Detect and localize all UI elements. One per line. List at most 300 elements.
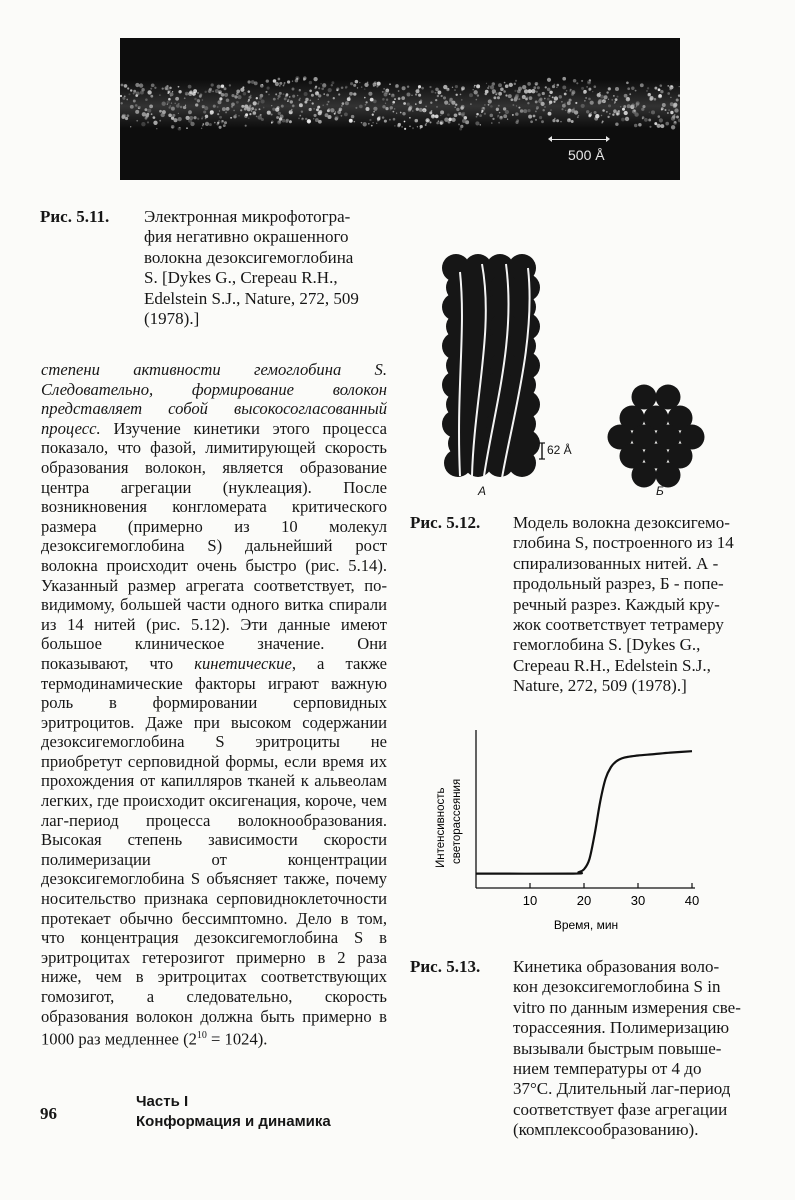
speckle-dot	[357, 87, 358, 88]
speckle-dot	[573, 79, 577, 83]
speckle-dot	[159, 120, 161, 122]
speckle-dot	[456, 108, 459, 111]
speckle-dot	[392, 104, 393, 105]
speckle-dot	[439, 120, 443, 124]
speckle-dot	[603, 101, 605, 103]
speckle-dot	[517, 90, 521, 94]
speckle-dot	[135, 104, 138, 107]
speckle-dot	[544, 106, 546, 108]
speckle-dot	[514, 83, 516, 85]
speckle-dot	[251, 107, 254, 110]
speckle-dot	[594, 111, 597, 114]
speckle-dot	[461, 99, 462, 100]
caption-line: (комплексообразованию).	[513, 1120, 699, 1140]
speckle-dot	[279, 92, 282, 95]
speckle-dot	[423, 110, 425, 112]
speckle-dot	[528, 115, 532, 119]
speckle-dot	[225, 111, 227, 113]
speckle-dot	[283, 85, 285, 87]
speckle-dot	[498, 83, 502, 87]
speckle-dot	[569, 99, 572, 102]
speckle-dot	[271, 113, 273, 115]
speckle-dot	[298, 117, 300, 119]
speckle-dot	[400, 112, 402, 114]
speckle-dot	[476, 99, 478, 101]
speckle-dot	[124, 84, 128, 88]
speckle-dot	[658, 94, 662, 98]
speckle-dot	[253, 101, 257, 105]
speckle-dot	[279, 117, 282, 120]
speckle-dot	[440, 95, 442, 97]
speckle-dot	[505, 84, 509, 88]
speckle-dot	[429, 111, 432, 114]
speckle-dot	[604, 95, 608, 99]
speckle-dot	[279, 85, 281, 87]
speckle-dot	[282, 119, 286, 123]
speckle-dot	[488, 85, 489, 86]
x-tick-label: 10	[522, 893, 538, 908]
speckle-dot	[299, 98, 301, 100]
speckle-dot	[248, 90, 251, 93]
speckle-dot	[503, 114, 507, 118]
x-tick-label: 20	[576, 893, 592, 908]
speckle-dot	[325, 113, 329, 117]
speckle-dot	[631, 103, 635, 107]
speckle-dot	[498, 92, 502, 96]
speckle-dot	[204, 91, 206, 93]
body-end: = 1024).	[206, 1029, 268, 1049]
speckle-dot	[401, 126, 403, 128]
speckle-dot	[313, 108, 314, 109]
caption-line: глобина S, построенного из 14	[513, 533, 734, 553]
figure-5-13-chart	[430, 720, 730, 940]
speckle-dot	[462, 119, 466, 123]
speckle-dot	[660, 84, 663, 87]
speckle-dot	[236, 101, 239, 104]
speckle-dot	[455, 85, 458, 88]
speckle-dot	[443, 85, 447, 89]
speckle-dot	[436, 106, 438, 108]
speckle-dot	[448, 104, 449, 105]
speckle-dot	[636, 103, 639, 106]
speckle-dot	[382, 98, 385, 101]
speckle-dot	[480, 124, 481, 125]
speckle-dot	[200, 94, 203, 97]
speckle-dot	[161, 113, 165, 117]
speckle-dot	[368, 92, 372, 96]
speckle-dot	[557, 84, 560, 87]
speckle-dot	[407, 85, 409, 87]
speckle-dot	[301, 118, 304, 121]
speckle-dot	[591, 112, 592, 113]
tetramer-circle	[632, 463, 657, 488]
speckle-dot	[437, 95, 439, 97]
speckle-dot	[190, 122, 194, 126]
fiber-model-svg	[420, 240, 740, 500]
speckle-dot	[414, 119, 418, 123]
speckle-dot	[668, 109, 670, 111]
speckle-dot	[673, 121, 677, 125]
speckle-dot	[328, 88, 332, 92]
speckle-dot	[615, 87, 619, 91]
speckle-dot	[205, 122, 209, 126]
speckle-dot	[248, 106, 251, 109]
speckle-dot	[284, 97, 287, 100]
caption-line: S. [Dykes G., Crepeau R.H.,	[144, 268, 338, 288]
caption-line: гемоглобина S. [Dykes G.,	[513, 635, 701, 655]
speckle-dot	[218, 120, 219, 121]
speckle-dot	[549, 100, 552, 103]
speckle-dot	[314, 114, 317, 117]
speckle-dot	[571, 120, 574, 123]
caption-line: вызывали быстрым повыше-	[513, 1038, 722, 1058]
speckle-dot	[170, 92, 174, 96]
speckle-dot	[393, 111, 395, 113]
speckle-dot	[412, 110, 414, 112]
speckle-dot	[168, 113, 172, 117]
speckle-dot	[654, 122, 657, 125]
caption-line: торассеяния. Полимеризацию	[513, 1018, 730, 1038]
speckle-dot	[326, 94, 329, 97]
speckle-dot	[184, 97, 186, 99]
speckle-dot	[435, 99, 437, 101]
speckle-dot	[127, 114, 130, 117]
speckle-dot	[514, 90, 516, 92]
speckle-dot	[316, 108, 319, 111]
speckle-dot	[538, 93, 541, 96]
speckle-dot	[355, 107, 357, 109]
series-line	[476, 751, 692, 873]
speckle-dot	[130, 126, 131, 127]
speckle-dot	[397, 124, 400, 127]
speckle-dot	[531, 89, 535, 93]
speckle-dot	[490, 105, 493, 108]
speckle-dot	[667, 92, 670, 95]
speckle-dot	[210, 112, 213, 115]
speckle-dot	[247, 100, 249, 102]
caption-line: Кинетика образования воло-	[513, 957, 720, 976]
speckle-dot	[172, 114, 175, 117]
speckle-dot	[217, 85, 221, 89]
speckle-dot	[136, 120, 138, 122]
caption-line: Nature, 272, 509 (1978).]	[513, 676, 687, 696]
speckle-dot	[267, 87, 270, 90]
speckle-dot	[303, 76, 307, 80]
speckle-dot	[219, 110, 220, 111]
speckle-dot	[278, 112, 281, 115]
speckle-dot	[320, 83, 321, 84]
speckle-dot	[427, 120, 428, 121]
speckle-dot	[147, 90, 151, 94]
speckle-dot	[542, 92, 545, 95]
main-body-text	[41, 360, 387, 1049]
speckle-dot	[484, 113, 486, 115]
speckle-dot	[640, 83, 644, 87]
speckle-dot	[289, 96, 291, 98]
speckle-dot	[654, 98, 657, 101]
speckle-dot	[171, 102, 172, 103]
speckle-dot	[292, 95, 295, 98]
speckle-dot	[553, 101, 555, 103]
speckle-dot	[592, 91, 593, 92]
speckle-dot	[509, 83, 513, 87]
caption-line: жок соответствует тетрамеру	[513, 615, 724, 635]
speckle-dot	[581, 87, 584, 90]
speckle-dot	[266, 79, 269, 82]
caption-line: Электронная микрофотогра-	[144, 207, 351, 226]
speckle-dot	[143, 115, 144, 116]
speckle-dot	[550, 109, 552, 111]
speckle-dot	[567, 101, 571, 105]
speckle-dot	[537, 86, 540, 89]
speckle-dot	[301, 110, 303, 112]
speckle-dot	[556, 87, 557, 88]
caption-line: 37°С. Длительный лаг-период	[513, 1079, 731, 1099]
speckle-dot	[425, 106, 427, 108]
speckle-dot	[297, 95, 299, 97]
speckle-dot	[279, 82, 282, 85]
caption-line: Модель волокна дезоксигемо-	[513, 513, 730, 532]
speckle-dot	[217, 106, 219, 108]
speckle-dot	[292, 81, 293, 82]
speckle-dot	[595, 114, 599, 118]
speckle-dot	[233, 110, 235, 112]
speckle-dot	[386, 99, 388, 101]
speckle-dot	[535, 110, 537, 112]
speckle-dot	[384, 90, 388, 94]
speckle-dot	[292, 88, 295, 91]
speckle-dot	[211, 83, 214, 86]
speckle-dot	[594, 85, 597, 88]
speckle-dot	[256, 97, 258, 99]
speckle-dot	[436, 122, 439, 125]
footer-section: Конформация и динамика	[136, 1113, 331, 1130]
speckle-dot	[135, 94, 138, 97]
speckle-dot	[309, 81, 312, 84]
speckle-dot	[203, 123, 205, 125]
speckle-dot	[430, 102, 432, 104]
speckle-dot	[240, 109, 242, 111]
speckle-dot	[661, 109, 663, 111]
speckle-dot	[559, 95, 562, 98]
speckle-dot	[622, 108, 625, 111]
speckle-dot	[393, 118, 396, 121]
speckle-dot	[648, 119, 651, 122]
speckle-dot	[658, 115, 661, 118]
speckle-dot	[549, 91, 552, 94]
speckle-dot	[633, 109, 635, 111]
speckle-dot	[331, 84, 333, 86]
speckle-dot	[576, 82, 578, 84]
speckle-dot	[218, 100, 222, 104]
speckle-dot	[213, 105, 216, 108]
tetramer-circle	[656, 385, 681, 410]
speckle-dot	[493, 96, 496, 99]
speckle-dot	[602, 109, 605, 112]
speckle-dot	[138, 107, 140, 109]
speckle-dot	[529, 96, 533, 100]
speckle-dot	[578, 115, 579, 116]
speckle-dot	[318, 94, 321, 97]
speckle-dot	[336, 87, 339, 90]
speckle-dot	[321, 87, 324, 90]
speckle-dot	[363, 122, 367, 126]
speckle-dot	[617, 96, 619, 98]
speckle-dot	[454, 113, 458, 117]
speckle-dot	[533, 115, 536, 118]
speckle-dot	[166, 85, 168, 87]
caption-line: речный разрез. Каждый кру-	[513, 594, 720, 614]
speckle-dot	[226, 107, 230, 111]
speckle-dot	[361, 122, 363, 124]
speckle-dot	[416, 89, 420, 93]
speckle-dot	[188, 112, 191, 115]
speckle-dot	[383, 88, 384, 89]
speckle-dot	[667, 112, 669, 114]
speckle-dot	[121, 102, 123, 104]
speckle-dot	[527, 82, 531, 86]
speckle-dot	[245, 125, 247, 127]
speckle-dot	[497, 116, 498, 117]
speckle-dot	[625, 117, 629, 121]
caption-line: кон дезоксигемоглобина S in	[513, 977, 721, 997]
speckle-dot	[435, 88, 439, 92]
speckle-dot	[608, 104, 611, 107]
speckle-dot	[355, 80, 359, 84]
speckle-dot	[235, 114, 237, 116]
speckle-dot	[353, 92, 356, 95]
speckle-dot	[167, 103, 168, 104]
speckle-dot	[398, 90, 400, 92]
speckle-dot	[461, 86, 465, 90]
speckle-dot	[224, 121, 227, 124]
caption-line: нием температуры от 4 до	[513, 1059, 702, 1079]
speckle-dot	[373, 100, 377, 104]
speckle-dot	[244, 108, 247, 111]
speckle-dot	[598, 99, 602, 103]
speckle-dot	[169, 107, 171, 109]
speckle-dot	[259, 108, 261, 110]
speckle-dot	[349, 92, 353, 96]
speckle-dot	[347, 97, 351, 101]
scale-arrow	[552, 139, 606, 140]
speckle-dot	[159, 110, 162, 113]
speckle-dot	[221, 120, 224, 123]
speckle-dot	[308, 121, 309, 122]
speckle-dot	[461, 105, 465, 109]
speckle-dot	[202, 125, 204, 127]
speckle-dot	[121, 115, 125, 119]
speckle-dot	[455, 94, 457, 96]
cross-section	[608, 385, 705, 488]
speckle-dot	[156, 128, 157, 129]
speckle-dot	[339, 109, 341, 111]
speckle-dot	[433, 114, 435, 116]
speckle-dot	[334, 113, 336, 115]
speckle-dot	[586, 110, 589, 113]
speckle-dot	[649, 112, 650, 113]
speckle-dot	[120, 95, 122, 97]
speckle-dot	[276, 116, 279, 119]
speckle-dot	[527, 102, 529, 104]
speckle-dot	[421, 87, 424, 90]
speckle-dot	[615, 98, 618, 101]
speckle-dot	[564, 93, 567, 96]
speckle-dot	[496, 109, 498, 111]
speckle-dot	[154, 87, 156, 89]
body-part-2: , а также термодинамические факторы играют важную роль в формировании серповидных эритроцитов. Даже при высоком содержании дезоксигемоглобина S эритроциты не приобретут серповидной формы, если время их прохождения от капилляров тканей к альвеолам легких, где происходит оксигенация, короче, чем лаг-период процесса волокнообразования. Высокая степень зависимости скорости полимеризации от концентрации дезоксигемоглобина S объясняет также, почему носительство признака серповидноклеточности протекает обычно бессимптомно. Дело в том, что концентрация дезоксигемоглобина S в эритроцитах гетерозигот примерно в 2 раза ниже, чем в эритроцитах соответствующих гомозигот, а следовательно, скорость образования волокон должна быть примерно в 1000 раз медленнее (2	[41, 653, 387, 1049]
speckle-dot	[230, 117, 232, 119]
speckle-dot	[426, 123, 428, 125]
speckle-dot	[313, 118, 314, 119]
speckle-dot	[670, 97, 671, 98]
speckle-dot	[662, 103, 666, 107]
speckle-dot	[647, 87, 649, 89]
speckle-dot	[490, 85, 494, 89]
speckle-dot	[345, 87, 347, 89]
speckle-dot	[430, 121, 432, 123]
speckle-dot	[486, 83, 487, 84]
speckle-dot	[273, 98, 276, 101]
speckle-dot	[504, 82, 506, 84]
speckle-dot	[185, 92, 189, 96]
speckle-dot	[581, 80, 583, 82]
speckle-dot	[323, 83, 326, 86]
speckle-dot	[141, 88, 144, 91]
caption-line: vitro по данным измерения све-	[513, 997, 741, 1017]
speckle-dot	[646, 90, 648, 92]
speckle-dot	[673, 103, 677, 107]
speckle-dot	[562, 85, 566, 89]
speckle-dot	[573, 107, 575, 109]
speckle-dot	[567, 118, 571, 122]
speckle-dot	[153, 121, 157, 125]
speckle-dot	[626, 97, 630, 101]
speckle-dot	[236, 89, 240, 93]
speckle-dot	[500, 88, 504, 92]
speckle-dot	[125, 117, 128, 120]
speckle-dot	[354, 121, 356, 123]
speckle-dot	[597, 96, 598, 97]
speckle-dot	[606, 111, 607, 112]
speckle-dot	[631, 86, 634, 89]
speckle-dot	[176, 104, 180, 108]
speckle-dot	[241, 105, 244, 108]
speckle-dot	[314, 87, 316, 89]
speckle-dot	[624, 94, 628, 98]
speckle-dot	[671, 85, 673, 87]
speckle-dot	[505, 94, 507, 96]
caption-line: (1978).]	[144, 309, 200, 329]
speckle-dot	[353, 84, 356, 87]
speckle-dot	[372, 122, 373, 123]
speckle-dot	[317, 106, 320, 109]
speckle-dot	[121, 84, 124, 87]
speckle-dot	[126, 99, 128, 101]
speckle-dot	[440, 110, 444, 114]
speckle-dot	[145, 98, 148, 101]
speckle-dot	[273, 79, 277, 83]
speckle-dot	[627, 87, 630, 90]
speckle-dot	[382, 116, 384, 118]
panel-b-label: Б	[656, 484, 664, 498]
speckle-dot	[539, 116, 542, 119]
speckle-dot	[237, 95, 241, 99]
speckle-dot	[487, 87, 489, 89]
speckle-dot	[460, 94, 462, 96]
speckle-dot	[309, 89, 312, 92]
speckle-dot	[124, 95, 126, 97]
